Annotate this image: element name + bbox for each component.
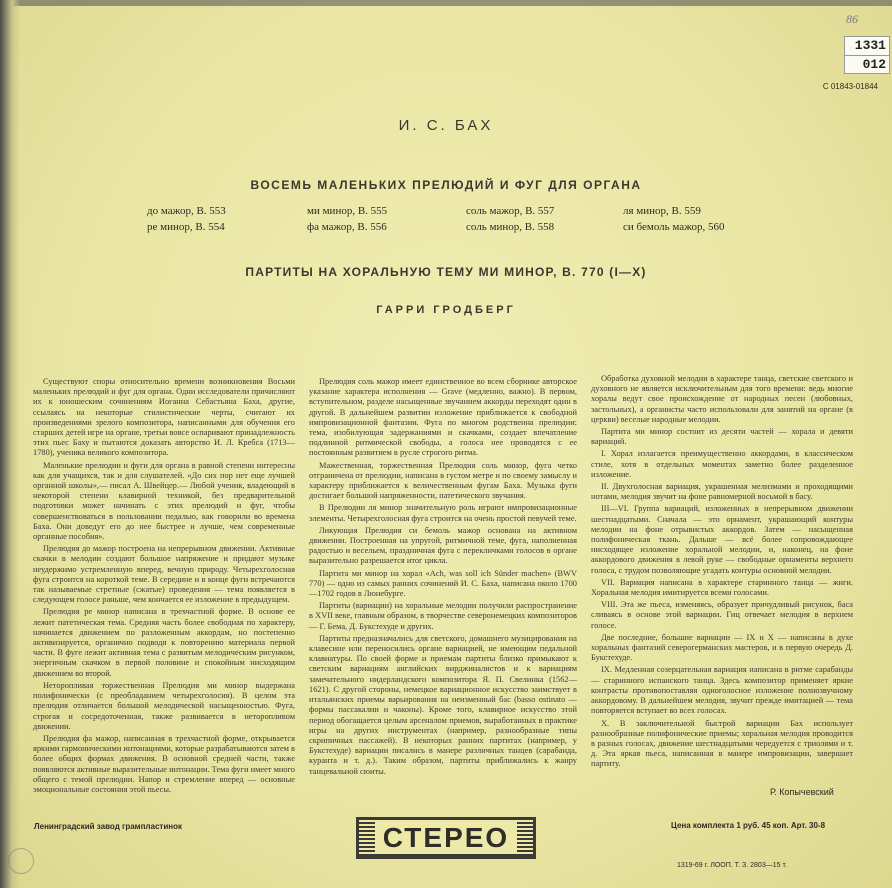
work-list bbox=[0, 205, 892, 245]
stereo-label: СТЕРЕО bbox=[375, 822, 517, 854]
paragraph: Партиты предназначались для светского, домашнего музицирования на клавесине или переносились органе вариацией, не имеющим педальной клавиатуры. По своей форме и приемам партиты близко примыкают к светским вариациям английских вирджиналистов и к вариациям замечательного нидерландского композитора Я. П. Свелинка (1562—1621). С другой стороны, немецкое вариационное искусство заимствует в итальянских приемы варьирования на неизменный бас (basso ostinato — формы пассакалии и чаконы). Кроме того, клавирное искусство этой период обогащается целым арсеналом приемов, выработанных в практике игры на других инструментах (например, разнообразные типы скрипичных пассажей). В некоторых ранних партитах (например, у Букстехуде) вариации писались в манере различных танцев (сарабанда, куранта и т. д.). Таким образом, партиты приближались к жанру танцевальной сюиты. bbox=[309, 633, 577, 776]
text-column-2 bbox=[309, 377, 577, 779]
paragraph: Партита ми минор на хорал «Ach, was soll ich Sünder machen» (BWV 770) — одно из самых ранних сочинений И. С. Баха, написана около 1700—1702 годов в Люнебурге. bbox=[309, 568, 577, 599]
catalog-number: С 01843-01844 bbox=[822, 82, 878, 91]
sticker-line-1: 1331 bbox=[854, 38, 886, 53]
paragraph: II. Двухголосная вариация, украшенная мелизмами и проходящими нотами, мелодия звучит на фоне равномерной восьмой в басу. bbox=[591, 482, 853, 502]
paragraph: Прелюдия до мажор построена на непрерывном движении. Активные скачки в мелодии создают большое напряжение и придают музыке неудержимо устремленную вперед, вечную природу. Четырехголосная фуга строится на короткой теме. В середине и в конце фуги встречаются так называемые стретные (сжатые) проведения — тема появляется в следующем голосе раньше, чем кончается ее изложение в предыдущем. bbox=[33, 544, 295, 605]
work-item: соль минор, B. 558 bbox=[466, 221, 555, 233]
performer-name: ГАРРИ ГРОДБЕРГ bbox=[376, 304, 516, 316]
paragraph: Ликующая Прелюдия си бемоль мажор основана на активном движении. Построенная на упругой, ритмичной теме, фуга, наполненная радостью и весельем, праздничная фуга с перекличками голосов в органе выразительно разрешается итог цикла. bbox=[309, 525, 577, 566]
work-item: до мажор, B. 553 bbox=[147, 205, 226, 217]
paragraph: III—VI. Группа вариаций, изложенных в непрерывном движении шестнадцатыми. Сначала — это орнамент, украшающий контуры мелодии на фоне отрывистых аккордов. Затем — насыщенная полифоническая ткань. Дальше — всё более сопровождающее нисходящее изложение хоральной мелодии, и, наконец, на фоне аккордового движения в левой руке — свободные орнаменты верхнего голоса, с трудом позволяющие угадать контуры основной мелодии. bbox=[591, 504, 853, 575]
partitas-title: ПАРТИТЫ НА ХОРАЛЬНУЮ ТЕМУ МИ МИНОР, B. 770 (I—X) bbox=[245, 265, 647, 279]
paragraph: Прелюдия ре минор написана в трехчастной форме. В основе ее лежит патетическая тема. Средняя часть более свободная по характеру, начинается движением по разложенным аккордам, но постепенно активизируется, органично подводя к повторению материала первой части. В фуге лежит активная тема с развитым мелодическим рисунком, энергичным скачком в первой половине и спокойным нисходящим движением во второй. bbox=[33, 607, 295, 678]
scan-top-edge bbox=[0, 0, 892, 6]
paragraph: Партита ми минор состоит из десяти частей — хорала и девяти вариаций. bbox=[591, 427, 853, 447]
composer-name: И. С. БАХ bbox=[398, 117, 494, 134]
paragraph: IX. Медленная созерцательная вариация написана в ритме сарабанды — старинного испанского танца. Здесь композитор применяет яркие контрасты противопоставляя одноголосное изложение полнозвучному аккордовому. В дальнейшем мелодия, звучит прежде имитацией — тема повторяется вступает во всех голосах. bbox=[591, 665, 853, 716]
print-info: 1319-69 г. ЛООП. Т. З. 2803—15 т. bbox=[677, 862, 787, 869]
ink-stamp-mark bbox=[8, 848, 34, 874]
paragraph: VII. Вариация написана в характере старинного танца — жиги. Хоральная мелодия имитируется всеми голосами. bbox=[591, 577, 853, 598]
sticker-line-2: 012 bbox=[845, 55, 889, 74]
work-item: ля минор, B. 559 bbox=[623, 205, 701, 217]
paragraph: X. В заключительной быстрой вариации Бах использует разнообразные полифонические приемы; хоральная мелодия проводится в разных голосах, движение шестнадцатыми чередуется с триолями и т. д. Эта яркая пьеса, написанная в манере импровизации, завершает партиту. bbox=[591, 718, 853, 769]
author-signature: Р. Копычевский bbox=[770, 787, 834, 797]
text-column-3 bbox=[591, 374, 853, 772]
paragraph: Обработка духовной мелодии в характере танца, светские светского и духовного не является исключительным для того времени: ведь многие хоралы ведут свое происхождение от народных песен (любовных, застольных), а органисты часто использовали для занятий на органе (в церкви) веселые народные мелодии. bbox=[591, 374, 853, 424]
handwritten-mark: 86 bbox=[846, 12, 858, 26]
paragraph: Маленькие прелюдии и фуги для органа в равной степени интересны как для учащихся, так и для слушателей. «До сих пор нет еще лучшей органной школы»,— писал А. Швейцер.— Любой ученик, владеющий в некоторой степени клавирной техникой, без предварительной подготовки может начинать с этих прелюдий и фуг, чтобы совершенствоваться в пользовании педалью, как говорили во времена Баха. Они доведут его до нее быстрее и лучше, чем современные органные пособия». bbox=[33, 460, 295, 542]
work-item: ре минор, B. 554 bbox=[147, 221, 225, 233]
price-info: Цена комплекта 1 руб. 45 коп. Арт. 30-8 bbox=[671, 821, 826, 830]
paragraph: Две последние, большие вариации — IX и X — написаны в духе хоральных фантазий северогерманских мастеров, и в первую очередь Д. Букстехуде. bbox=[591, 632, 853, 663]
work-item: фа мажор, B. 556 bbox=[307, 221, 387, 233]
stereo-logo bbox=[356, 817, 536, 859]
paragraph: Существуют споры относительно времени возникновения Восьми маленьких прелюдий и фуг для органа. Одни исследователи причисляют их к юношеским сочинениям Иоганна Себастьяна Баха, другие, ссылаясь на некоторые стилистические черты, считают их произведениями зрелого композитора, написанными для обучения его старших детей игре на органе, третьи вовсе оспаривают принадлежность этих пьес Баху и пытаются доказать авторство И. Л. Кребса (1713—1780), ученика великого композитора. bbox=[33, 377, 295, 458]
paragraph: Неторопливая торжественная Прелюдия ми минор выдержана полифонически (с преобладанием четырехголосия). В целом эта прелюдия отличается большой мелодической насыщенностью. Фуга, строгая и сосредоточенная, также развивается в неторопливом движении. bbox=[33, 680, 295, 731]
inventory-sticker bbox=[844, 36, 890, 74]
paragraph: Мажественная, торжественная Прелюдия соль минор, фуга четко отграничена от прелюдии, написана в густом метре и по своему замыслу и характеру приближается к величественным фугам Баха. Музыка фуги достигает большой напряженности, патетического звучания. bbox=[309, 460, 577, 501]
paragraph: VIII. Эта же пьеса, изменяясь, образует причудливый рисунок, баса сливаясь в основе этой вариации. Гиц отвечает мелодия в верхнем голосе. bbox=[591, 600, 853, 630]
paragraph: Прелюдия соль мажор имеет единственное во всем сборнике авторское указание характера исполнения — Grave (медленно, важно). В первом, вступительном, разделе насыщенные звучанием аккорды переходят один в другой. В дальнейшем развитии изложение приближается к свободной импровизационной фантазии. Фуга по многом родственна прелюдии: тема, изобилующая задержаниями и скачками, создает впечатление подлинной ритмической свободы, а голоса нее проводятся с ее постоянным развитием в русле строгого ритма. bbox=[309, 377, 577, 458]
text-column-1 bbox=[33, 377, 295, 797]
work-item: соль мажор, B. 557 bbox=[466, 205, 555, 217]
paragraph: В Прелюдии ля минор значительную роль играют импровизационные элементы. Четырехголосная фуга строится на очень простой певучей теме. bbox=[309, 503, 577, 523]
paragraph: I. Хорал излагается преимущественно аккордами, в классическом стиле, хотя в отдельных моментах заметно более разделенное изложение. bbox=[591, 449, 853, 479]
paragraph: Прелюдия фа мажор, написанная в трехчастной форме, открывается яркими гармоническими интонациями, которые разрабатываются затем в более общих формах движения. В основной средней части, также появляются активные выразительные интонации. Тема фуги имеет много общего с темой прелюдии. Напор и стремление вперед — основные эмоциональные состояния этой пьесы. bbox=[33, 733, 296, 794]
paragraph: Партиты (вариации) на хоральные мелодии получили распространение в XVII веке, главным образом, в творчестве северонемецких композиторов — Г. Бема, Д. Букстехуде и других. bbox=[309, 601, 577, 631]
work-item: ми минор, B. 555 bbox=[307, 205, 388, 217]
work-item: си бемоль мажор, 560 bbox=[623, 221, 725, 233]
work-title: ВОСЕМЬ МАЛЕНЬКИХ ПРЕЛЮДИЙ И ФУГ ДЛЯ ОРГАНА bbox=[250, 178, 642, 192]
factory-name: Ленинградский завод грампластинок bbox=[34, 822, 182, 831]
